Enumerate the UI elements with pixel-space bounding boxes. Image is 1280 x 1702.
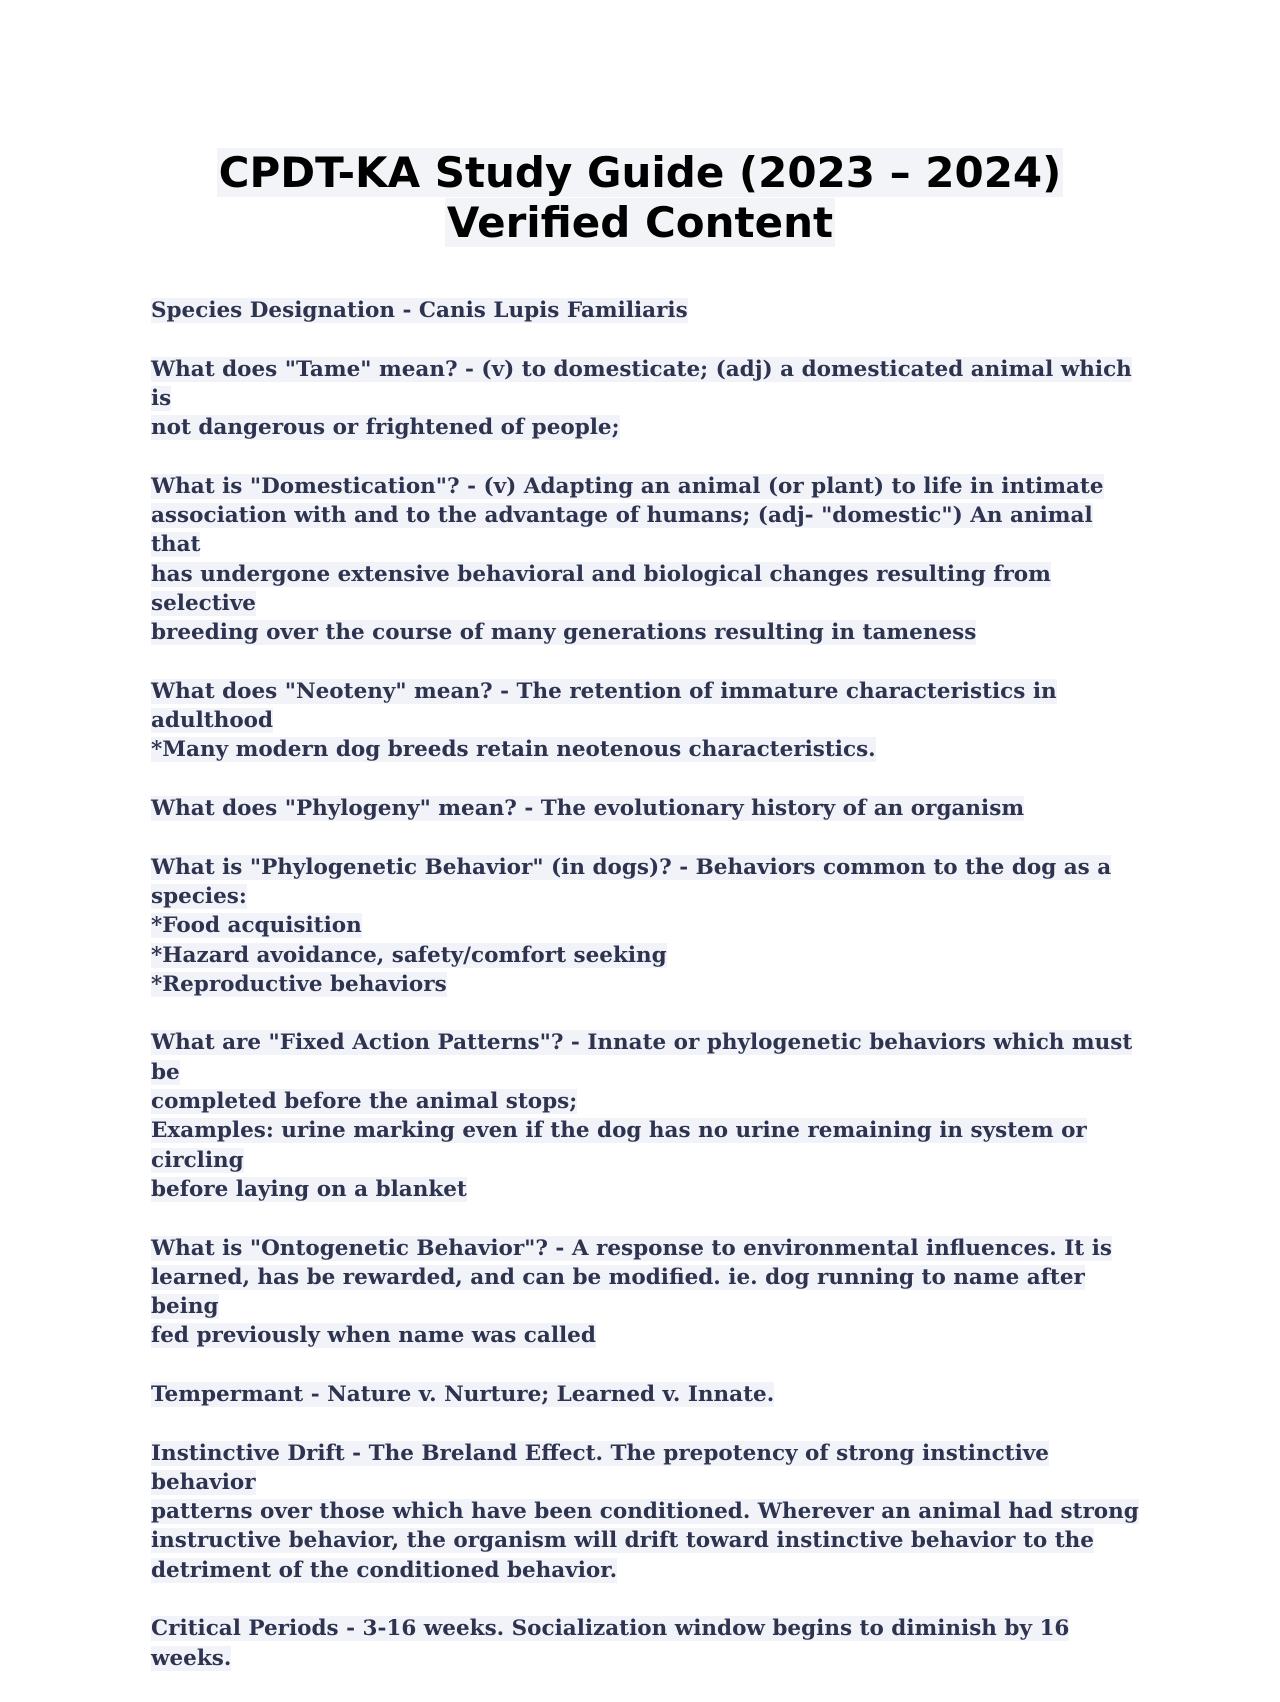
study-entry: [151, 1028, 1141, 1204]
entry-line: has undergone extensive behavioral and biological changes resulting from selective: [151, 561, 1051, 616]
entry-line: patterns over those which have been conditioned. Wherever an animal had strong: [151, 1499, 1139, 1525]
entry-line: What does "Tame" mean? - (v) to domesticate; (adj) a domesticated animal which is: [151, 356, 1132, 411]
entry-line: Tempermant - Nature v. Nurture; Learned v. Innate.: [151, 1381, 775, 1407]
entry-line: detriment of the conditioned behavior.: [151, 1557, 618, 1583]
entry-line: *Hazard avoidance, safety/comfort seeking: [151, 942, 667, 968]
study-guide-content: [151, 296, 1141, 1702]
title-line-1: CPDT-KA Study Guide (2023 – 2024): [218, 148, 1062, 197]
entry-line: *Reproductive behaviors: [151, 971, 447, 997]
entry-line: before laying on a blanket: [151, 1176, 467, 1202]
entry-line: instructive behavior, the organism will drift toward instinctive behavior to the: [151, 1528, 1094, 1554]
entry-line: breeding over the course of many generations resulting in tameness: [151, 620, 977, 646]
study-entry: [151, 677, 1141, 765]
entry-line: What is "Phylogenetic Behavior" (in dogs)? - Behaviors common to the dog as a: [151, 854, 1112, 880]
entry-line: completed before the animal stops;: [151, 1089, 578, 1115]
study-entry: [151, 1380, 1141, 1409]
entry-line: learned, has be rewarded, and can be modified. ie. dog running to name after being: [151, 1264, 1085, 1320]
study-entry: [151, 472, 1141, 648]
title-line-2: Verified Content: [446, 198, 834, 247]
entry-line: adulthood: [151, 708, 274, 734]
study-entry: [151, 1439, 1141, 1585]
entry-line: What is "Domestication"? - (v) Adapting an animal (or plant) to life in intimate: [151, 473, 1104, 499]
entry-line: Instinctive Drift - The Breland Effect. The prepotency of strong instinctive behavior: [151, 1440, 1049, 1495]
entry-line: *Food acquisition: [151, 913, 362, 939]
study-entry: [151, 355, 1141, 443]
entry-line: association with and to the advantage of humans; (adj- "domestic") An animal that: [151, 503, 1093, 558]
entry-line: fed previously when name was called: [151, 1323, 596, 1349]
entry-line: Critical Periods - 3-16 weeks. Socialization window begins to diminish by 16 weeks.: [151, 1616, 1070, 1671]
study-entry: [151, 794, 1141, 823]
entry-line: What does "Neoteny" mean? - The retention of immature characteristics in: [151, 678, 1057, 704]
entry-line: Examples: urine marking even if the dog has no urine remaining in system or circling: [151, 1118, 1087, 1173]
study-entry: [151, 853, 1141, 999]
entry-line: Species Designation - Canis Lupis Familiaris: [151, 298, 688, 323]
page-title: [0, 148, 1280, 248]
study-entry: [151, 1234, 1141, 1351]
entry-line: *Many modern dog breeds retain neotenous characteristics.: [151, 737, 876, 763]
entry-line: What is "Ontogenetic Behavior"? - A response to environmental influences. It is: [151, 1235, 1112, 1261]
entry-line: What does "Phylogeny" mean? - The evolutionary history of an organism: [151, 796, 1025, 822]
entry-line: not dangerous or frightened of people;: [151, 415, 620, 441]
entry-line: species:: [151, 883, 247, 909]
study-entry: [151, 296, 1141, 325]
entry-line: What are "Fixed Action Patterns"? - Innate or phylogenetic behaviors which must be: [151, 1030, 1133, 1085]
study-entry: [151, 1614, 1141, 1673]
